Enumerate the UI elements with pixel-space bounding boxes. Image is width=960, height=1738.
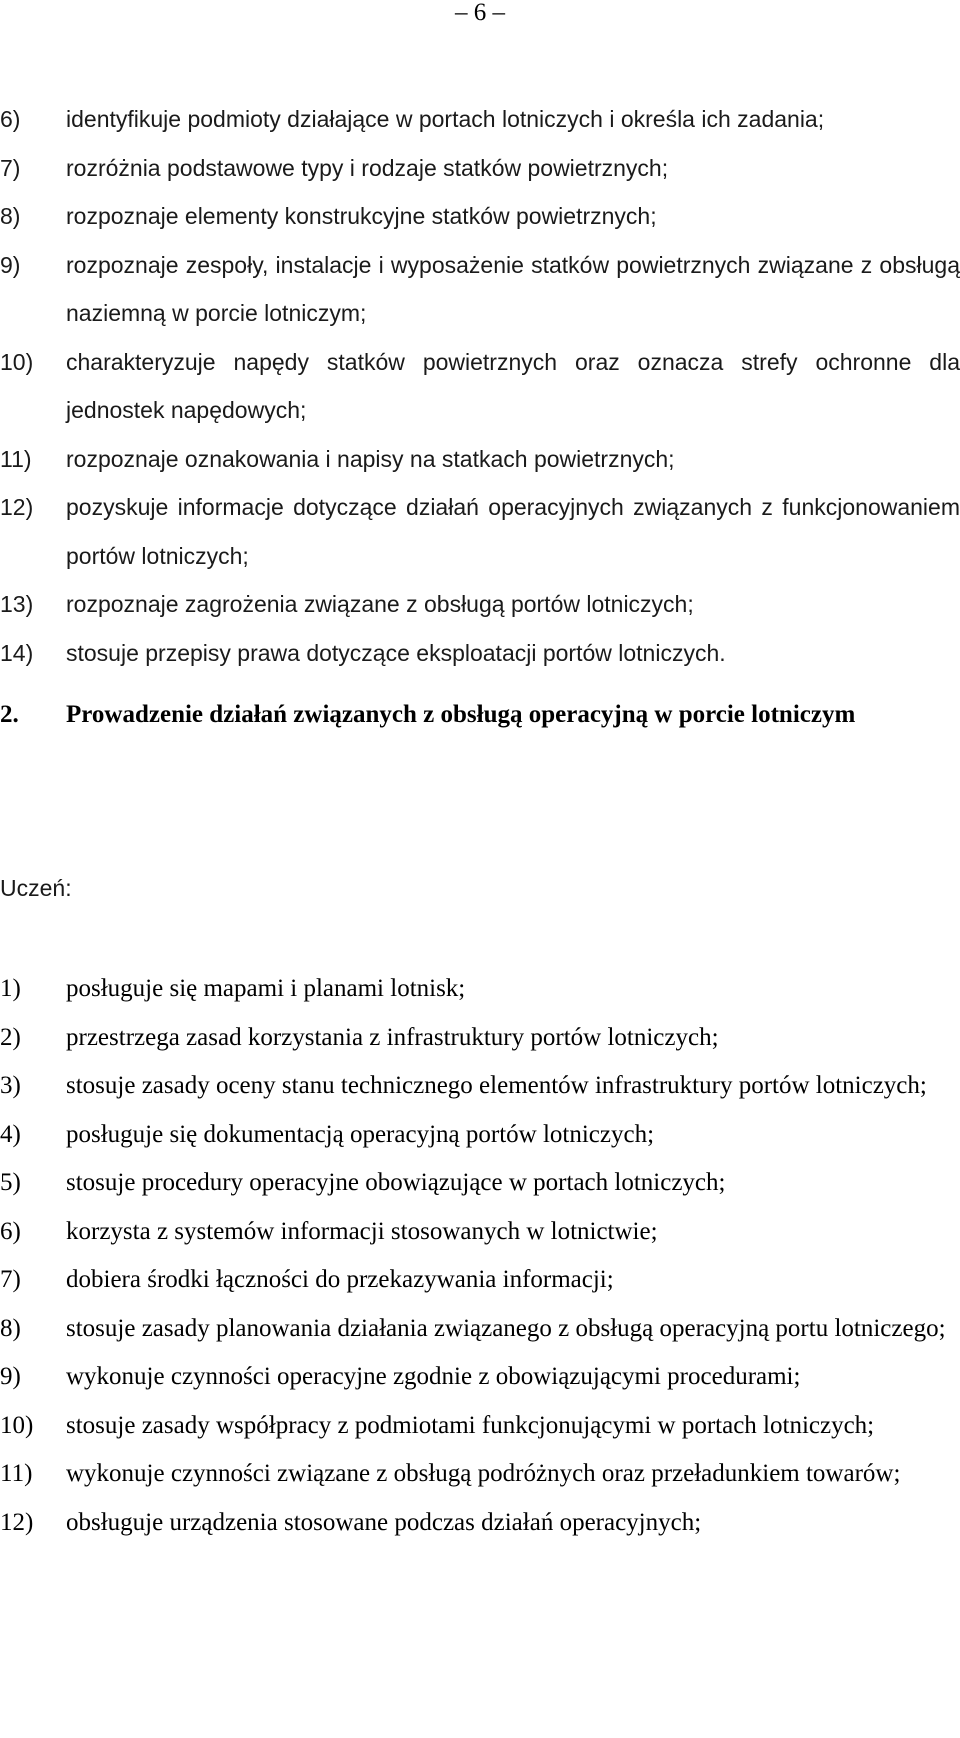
list-item — [0, 1305, 960, 1354]
list-item-text: charakteryzuje napędy statków powietrznych oraz oznacza strefy ochronne dla jednostek napędowych; — [66, 348, 960, 423]
list-item-number: 12) — [0, 1508, 34, 1536]
list-item-text: posługuje się mapami i planami lotnisk; — [66, 975, 466, 1002]
list-item-text: przestrzega zasad korzystania z infrastruktury portów lotniczych; — [66, 1023, 719, 1051]
list-item-number: 11) — [0, 1460, 33, 1487]
list-item-number: 5) — [0, 1169, 21, 1196]
list-item-number: 8) — [0, 203, 21, 229]
list-item-text: rozróżnia podstawowe typy i rodzaje statków powietrznych; — [66, 154, 669, 181]
learning-outcomes-list-1 — [0, 95, 960, 677]
uczen-label: Uczeń: — [0, 875, 72, 901]
list-item — [0, 1353, 960, 1402]
list-item — [0, 1402, 960, 1451]
list-item-text: stosuje procedury operacyjne obowiązujące w portach lotniczych; — [66, 1169, 726, 1196]
list-item-text: stosuje przepisy prawa dotyczące eksploatacji portów lotniczych. — [66, 639, 726, 666]
list-item-number: 11) — [0, 445, 32, 472]
list-item — [0, 1256, 960, 1305]
learning-outcomes-list-2 — [0, 965, 960, 1547]
list-item — [0, 241, 960, 338]
list-item-text: dobiera środki łączności do przekazywania informacji; — [66, 1266, 614, 1293]
page-number: – 6 – — [455, 0, 505, 26]
list-item-number: 13) — [0, 591, 34, 617]
list-item-number: 12) — [0, 494, 34, 520]
list-item-text: obsługuje urządzenia stosowane podczas działań operacyjnych; — [66, 1508, 702, 1536]
list-item — [0, 144, 960, 193]
list-item-number: 1) — [0, 975, 21, 1002]
section-heading-text: Prowadzenie działań związanych z obsługą operacyjną w porcie lotniczym — [66, 701, 856, 728]
list-item-text: pozyskuje informacje dotyczące działań operacyjnych związanych z funkcjonowaniem portów lotniczych; — [66, 494, 960, 569]
list-item-text: rozpoznaje elementy konstrukcyjne statków powietrznych; — [66, 203, 657, 229]
list-item-text: rozpoznaje zagrożenia związane z obsługą portów lotniczych; — [66, 591, 694, 617]
list-item — [0, 1014, 960, 1063]
list-item-number: 2) — [0, 1023, 21, 1051]
list-item-number: 9) — [0, 1363, 21, 1390]
list-item — [0, 629, 960, 678]
list-item-text: posługuje się dokumentacją operacyjną portów lotniczych; — [66, 1120, 655, 1148]
list-item-number: 7) — [0, 1266, 21, 1293]
list-item — [0, 192, 960, 241]
section-heading — [0, 691, 960, 740]
list-item — [0, 580, 960, 629]
list-item — [0, 965, 960, 1014]
list-item-number: 9) — [0, 251, 21, 278]
list-item-number: 6) — [0, 106, 21, 132]
list-item — [0, 1111, 960, 1160]
list-item-text: stosuje zasady współpracy z podmiotami funkcjonującymi w portach lotniczych; — [66, 1411, 875, 1439]
list-item — [0, 1499, 960, 1548]
list-item — [0, 338, 960, 435]
list-item-number: 10) — [0, 348, 34, 375]
list-item — [0, 435, 960, 484]
list-item-number: 6) — [0, 1217, 21, 1245]
list-item-text: rozpoznaje zespoły, instalacje i wyposażenie statków powietrznych związane z obsługą naziemną w porcie lotniczym; — [66, 251, 960, 326]
list-item-text: rozpoznaje oznakowania i napisy na statkach powietrznych; — [66, 445, 675, 472]
list-item — [0, 1062, 960, 1111]
list-item-text: wykonuje czynności operacyjne zgodnie z obowiązującymi procedurami; — [66, 1363, 801, 1390]
section-heading-number: 2. — [0, 701, 19, 728]
list-item — [0, 1208, 960, 1257]
list-item-number: 10) — [0, 1411, 34, 1439]
list-item-text: wykonuje czynności związane z obsługą podróżnych oraz przeładunkiem towarów; — [66, 1460, 901, 1487]
list-item — [0, 1159, 960, 1208]
list-item-text: stosuje zasady planowania działania związanego z obsługą operacyjną portu lotniczego; — [66, 1314, 946, 1342]
list-item — [0, 95, 960, 144]
list-item-number: 14) — [0, 639, 34, 666]
list-item-text: stosuje zasady oceny stanu technicznego elementów infrastruktury portów lotniczych; — [66, 1072, 927, 1099]
list-item-text: korzysta z systemów informacji stosowanych w lotnictwie; — [66, 1217, 658, 1245]
list-item-text: identyfikuje podmioty działające w portach lotniczych i określa ich zadania; — [66, 106, 825, 132]
list-item — [0, 1450, 960, 1499]
list-item-number: 7) — [0, 154, 21, 181]
list-item-number: 8) — [0, 1314, 21, 1342]
list-item-number: 3) — [0, 1072, 21, 1099]
list-item-number: 4) — [0, 1120, 21, 1148]
list-item — [0, 483, 960, 580]
